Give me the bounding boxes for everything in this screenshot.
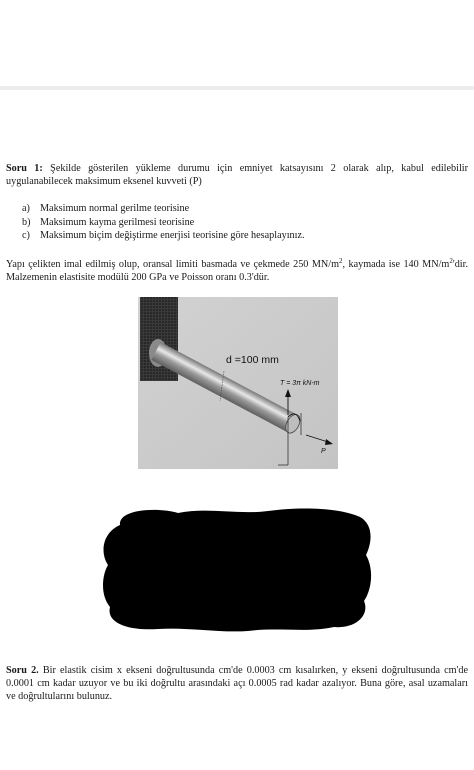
shaft-figure [138, 297, 338, 469]
question-1 [6, 162, 468, 188]
material-paragraph: Yapı çelikten imal edilmiş olup, oransal limiti basmada ve çekmede 250 $MN/m^2$, kaymada ise 140 $MN/m^2'dir$. Malzemenin elastisite modülü 200 GPa ve Poisson oranı 0.3'dür. [6, 257, 468, 283]
question-2 [6, 664, 468, 703]
redaction-mark [98, 503, 374, 633]
option-a: a) Maksimum normal gerilme teorisine [22, 203, 190, 214]
top-divider [0, 86, 474, 90]
question-1-text: Şekilde gösterilen yükleme durumu için emniyet katsayısını 2 olarak alıp, kabul edilebilir uygulanabilecek maksimum eksenel kuvveti (P) [6, 163, 469, 187]
diameter-label: d =100 mm [226, 354, 279, 366]
option-c: c) Maksimum biçim değiştirme enerjisi teorisine göre hesaplayınız. [22, 230, 305, 241]
question-2-label: Soru 2. [6, 665, 39, 676]
options-list [22, 202, 305, 243]
question-1-label: Soru 1: [6, 163, 43, 174]
torque-label: T = 3π kN-m [280, 380, 320, 387]
option-b: b) Maksimum kayma gerilmesi teorisine [22, 216, 195, 228]
question-2-text: Bir elastik cisim x ekseni doğrultusunda cm'de 0.0003 cm kısalırken, y ekseni doğrultusunda cm'de 0.0001 cm kadar uzuyor ve bu iki doğrultu arasındaki açı 0.0005 rad kadar azalıyor. Buna göre, asal uzamaları ve doğrultularını bulunuz. [6, 665, 469, 702]
load-label: P [321, 448, 326, 455]
